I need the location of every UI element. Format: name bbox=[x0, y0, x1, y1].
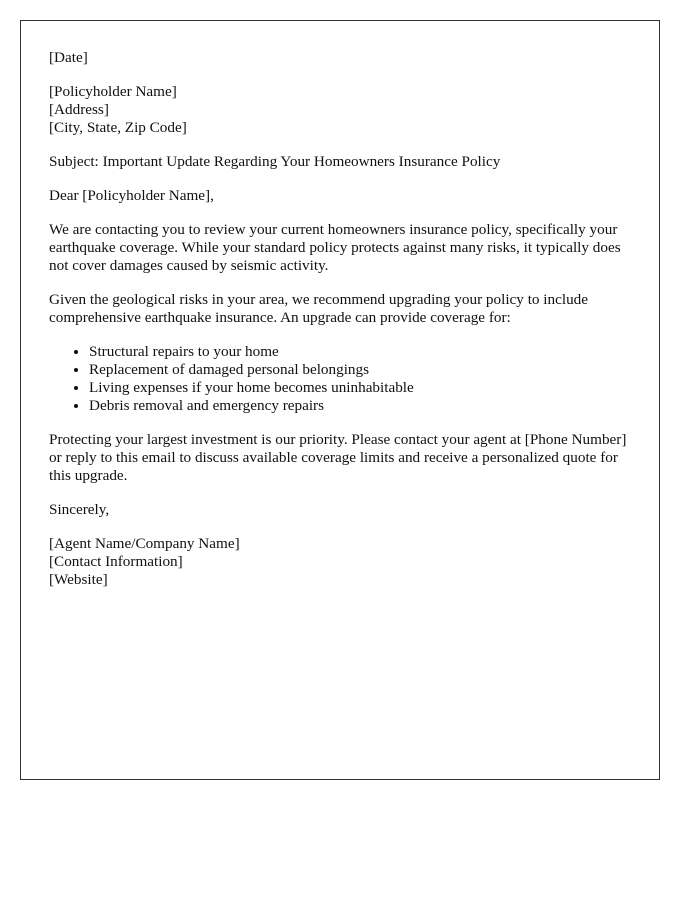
letter-closing: Sincerely, bbox=[49, 501, 110, 518]
recipient-city-state-zip: [City, State, Zip Code] bbox=[49, 119, 187, 136]
coverage-list bbox=[49, 343, 631, 415]
paragraph-intro: We are contacting you to review your current homeowners insurance policy, specifically your earthquake coverage. While your standard policy protects against many risks, it typically does not cover damages caused by seismic activity. bbox=[49, 221, 621, 274]
signature-contact: [Contact Information] bbox=[49, 553, 183, 570]
letter-subject: Subject: Important Update Regarding Your Homeowners Insurance Policy bbox=[49, 153, 501, 170]
letter-date: [Date] bbox=[49, 49, 88, 66]
coverage-item: • Replacement of damaged personal belongings bbox=[89, 361, 631, 379]
coverage-item: • Living expenses if your home becomes uninhabitable bbox=[89, 379, 631, 397]
recipient-address: [Address] bbox=[49, 101, 109, 118]
letter-salutation: Dear [Policyholder Name], bbox=[49, 187, 214, 204]
signature-website: [Website] bbox=[49, 571, 108, 588]
signature-agent: [Agent Name/Company Name] bbox=[49, 535, 240, 552]
paragraph-contact: Protecting your largest investment is our priority. Please contact your agent at [Phone Number] or reply to this email to discuss available coverage limits and receive a personalized quote for this upgrade. bbox=[49, 431, 627, 484]
coverage-item: • Structural repairs to your home bbox=[89, 343, 631, 361]
coverage-item: • Debris removal and emergency repairs bbox=[89, 397, 631, 415]
signature-block bbox=[49, 535, 631, 589]
letter-page bbox=[20, 20, 660, 780]
recipient-address-block bbox=[49, 83, 631, 137]
paragraph-recommendation: Given the geological risks in your area, we recommend upgrading your policy to include comprehensive earthquake insurance. An upgrade can provide coverage for: bbox=[49, 291, 589, 326]
recipient-name: [Policyholder Name] bbox=[49, 83, 177, 100]
